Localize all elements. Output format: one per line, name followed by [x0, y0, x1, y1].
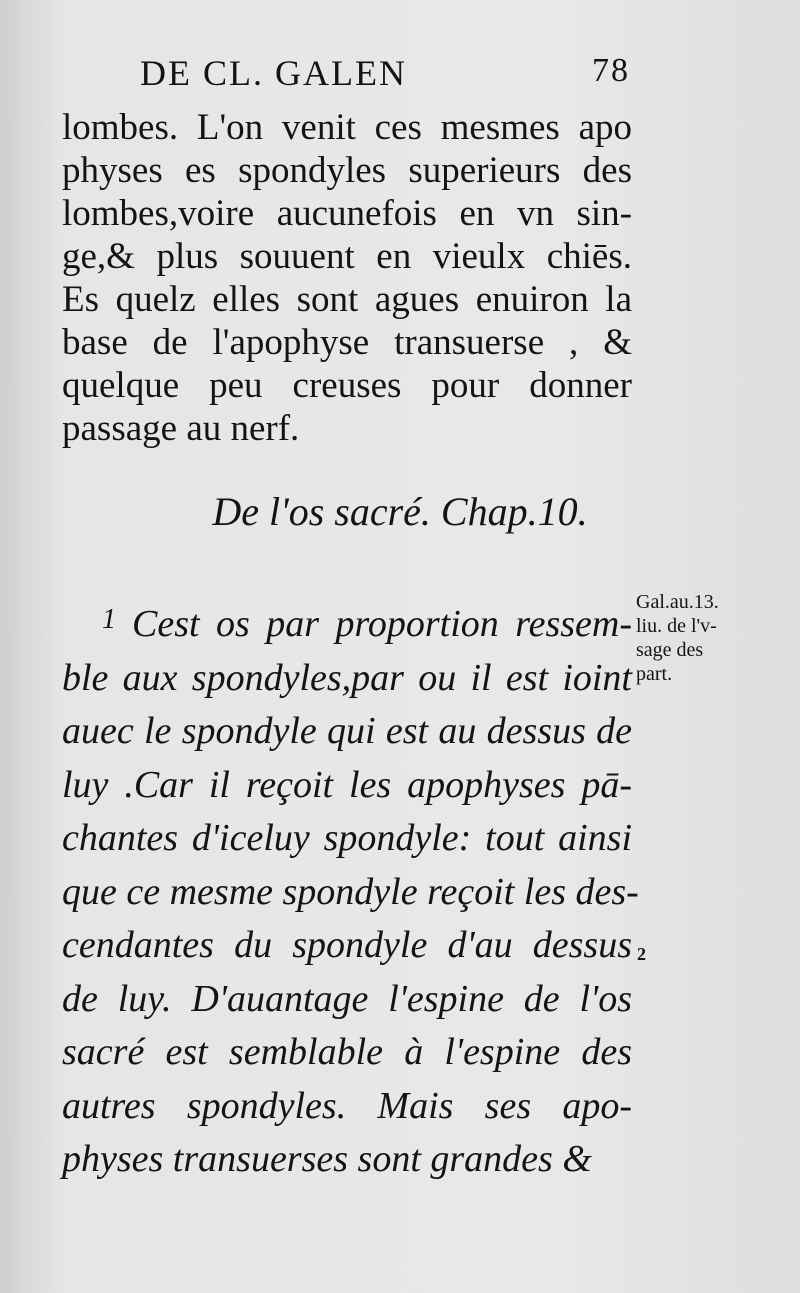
- text-line: physes transuerses sont grandes &: [62, 1138, 592, 1180]
- marginal-line: Gal.au.13.: [636, 591, 719, 613]
- text-line: luy .Car il reçoit les apophyses pā-: [62, 763, 632, 806]
- roman-text-block: [62, 106, 632, 450]
- marginal-line: liu. de l'v-: [636, 615, 717, 637]
- text-line: passage au nerf.: [62, 408, 300, 449]
- text-line: Cest os par proportion ressem-: [132, 603, 632, 645]
- text-line: quelque peu creuses pour donner: [62, 365, 632, 406]
- paragraph-number: 2: [637, 944, 646, 964]
- text-line: base de l'apophyse transuerse , &: [62, 322, 632, 363]
- paragraph-number: 1: [102, 604, 116, 635]
- text-line: chantes d'iceluy spondyle: tout ainsi: [62, 817, 632, 859]
- text-line: lombes. L'on venit ces mesmes apo: [62, 107, 632, 148]
- chapter-heading: De l'os sacré. Chap.10.: [212, 489, 588, 534]
- marginal-line: part.: [636, 663, 673, 685]
- marginal-note: [636, 590, 766, 686]
- page-header: [140, 52, 630, 96]
- text-line: lombes,voire aucunefois en vn sin-: [62, 193, 632, 234]
- text-line: ge,& plus souuent en vieulx chiēs.: [62, 236, 632, 277]
- italic-text-block: [62, 598, 639, 1187]
- running-title: DE CL. GALEN: [140, 53, 407, 93]
- text-line: autres spondyles. Mais ses apo-: [62, 1084, 632, 1127]
- text-line: auec le spondyle qui est au dessus de: [62, 710, 632, 752]
- text-line: Es quelz elles sont agues enuiron la: [62, 279, 632, 320]
- text-line: que ce mesme spondyle reçoit les des-: [62, 870, 639, 913]
- text-line: physes es spondyles superieurs des: [62, 150, 632, 191]
- page-number: 78: [592, 52, 630, 89]
- marginal-line: sage des: [636, 639, 704, 661]
- text-line: de luy. D'auantage l'espine de l'os: [62, 977, 632, 1020]
- text-line: sacré est semblable à l'espine des: [62, 1031, 632, 1073]
- text-line: ble aux spondyles,par ou il est ioint: [62, 656, 632, 699]
- text-line: cendantes du spondyle d'au dessus: [62, 924, 632, 966]
